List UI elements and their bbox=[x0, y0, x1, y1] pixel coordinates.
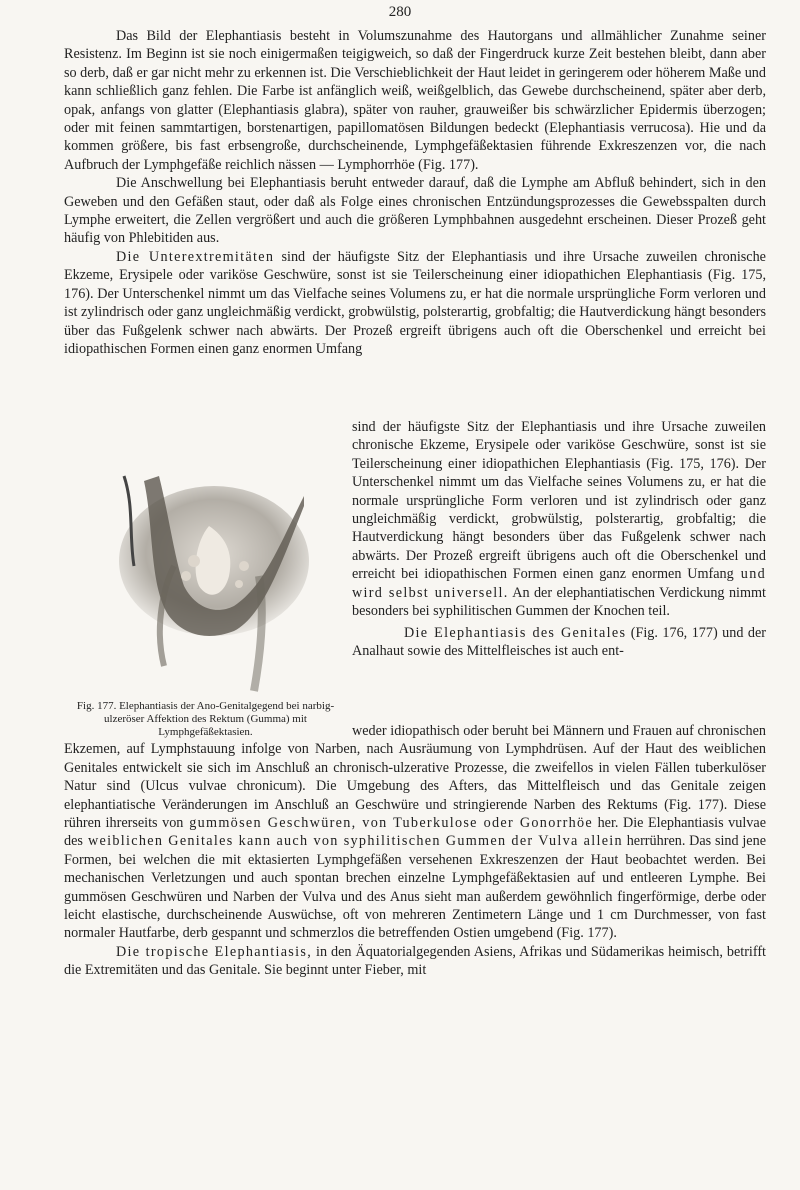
tropical-elephantiasis-text: in den Äquatorialgegenden Asiens, Afrikas und Südamerikas heimisch, betrifft die Extremitäten und das Genitale. Sie beginnt unter Fieber, mit bbox=[64, 943, 766, 979]
figure-caption: Fig. 177. Elephantiasis der Ano-Genitalgegend bei narbig-ulzeröser Affektion des Rektum (Gumma) mit Lymphgefäßektasien. bbox=[76, 700, 335, 738]
paragraph-tropical-elephantiasis bbox=[64, 943, 766, 980]
paragraph-lower-extremities-continuation bbox=[352, 418, 766, 624]
genitales-intro-text: (Fig. 176, 177) und der Analhaut sowie des Mittelfleisches ist auch ent- bbox=[352, 625, 767, 660]
paragraph-lower-extremities-intro bbox=[64, 248, 766, 357]
figure-illustration bbox=[114, 466, 314, 696]
term-elephantiasis-des-genitales: Die Elephantiasis des Genitales bbox=[404, 625, 627, 641]
paragraph-lower-extremities-start: sind der häufigste Sitz der Elephantiasis und ihre Ursache zuweilen chronische Ekzeme, Erysipele oder variköse Geschwüre, sonst ist sie Teilerscheinung einer idiopathichen Elephantiasis (Fig. 175, 176). Der Unterschenkel nimmt um das Vielfache seines Volumens zu, er hat die normale ursprüngliche Form verloren und ist zylindrisch oder ganz ungleichmäßig verdickt, grobwülstig, polsterartig, grobfaltig; die Hautverdickung hängt besonders über das Fußgelenk schwer nach abwärts. Der Prozeß ergreift übrigens auch oft die Oberschenkel und erreicht bei idiopathischen Formen einen ganz enormen Umfang bbox=[64, 248, 766, 357]
text-block-top bbox=[64, 27, 766, 357]
genitales-mid-text: her. Die Elephantiasis vulvae des bbox=[64, 815, 766, 850]
paragraph-swelling-cause: Die Anschwellung bei Elephantiasis beruht entweder darauf, daß die Lymphe am Abfluß behindert, sich in den Geweben und den Gefäßen staut, oder daß als Folge eines chronischen Entzündungsprozesses die Gewebsspalten durch Lymphe erweitert, die Zellen vergrößert und auch die größeren Lymphbahnen ausgedehnt erscheinen. Dieser Prozeß geht häufig von Phlebitiden aus. bbox=[64, 175, 766, 247]
page-number: 280 bbox=[388, 4, 412, 20]
term-tropische-elephantiasis: Die tropische Elephantiasis, bbox=[116, 943, 313, 960]
paragraph-genitales-body bbox=[64, 722, 766, 943]
paragraph-genitales-intro bbox=[352, 624, 766, 661]
term-gummoesen-geschwueren: gummösen Geschwüren, von Tuberkulose oder Gonorrhöe bbox=[183, 815, 594, 832]
paragraph-elephantiasis-description: Das Bild der Elephantiasis besteht in Volumszunahme des Hautorgans und allmählicher Zunahme seiner Resistenz. Im Beginn ist sie noch einigermaßen teigigweich, so daß der Fingerdruck kurze Zeit bestehen bleibt, dann aber so derb, daß er gar nicht mehr zu erkennen ist. Die Verschieblichkeit der Haut leidet in geringerem oder höherem Maße und kann schließlich ganz fehlen. Die Farbe ist anfänglich weiß, weißgelblich, das Gewebe durchscheinend, später aber derb, opak, anfangs von glatter (Elephantiasis glabra), später von rauher, grauweißer bis schwärzlicher Epidermis überzogen; oder mit feinen sammtartigen, borstenartigen, papillomatösen Bildungen bedeckt (Elephantiasis verrucosa). Hie und da kommen größere, bis fast erbsengroße, durchscheinende, Lymphgefäßektasien führende Exkreszenzen vor, die nach Aufbruch der Lymphgefäße reichlich nässen — Lymphorrhöe (Fig. 177). bbox=[64, 28, 766, 173]
term-unterextremitaeten: Die Unterextremitäten bbox=[116, 248, 275, 265]
term-universell: und wird selbst universell. bbox=[352, 566, 766, 601]
figure-177 bbox=[64, 466, 347, 739]
lower-extremities-end: An der elephantiatischen Verdickung nimmt besonders bei syphilitischen Gummen der Knochen teil. bbox=[352, 584, 766, 620]
term-weiblichen-genitales: weiblichen Genitales kann auch von syphilitischen Gummen der Vulva allein bbox=[82, 833, 623, 850]
text-block-wrap-visible bbox=[352, 419, 767, 661]
genitales-rest-text: herrühren. Das sind jene Formen, bei welchen die mit ektasierten Lymphgefäßen versehenen Exkreszenzen der Haut beobachtet werden. Bei mechanischen Verletzungen und auch spontan brechen einzelne Lymphgefäßektasien auf und entleeren Lymphe. Bei gummösen Geschwüren und Narben der Vulva und des Anus sieht man außerdem gewöhnlich fingerförmige, derbe oder leicht elastische, durchscheinende Auswüchse, oft von mehreren Zentimetern Länge und 1 cm Durchmesser, von fast normaler Hautfarbe, derb gespannt und schmerzlos die betreffenden Ostien umgebend (Fig. 177). bbox=[64, 833, 766, 942]
text-block-bottom bbox=[64, 722, 766, 980]
lower-extremities-text: sind der häufigste Sitz der Elephantiasis und ihre Ursache zuweilen chronische Ekzeme, Erysipele oder variköse Geschwüre, sonst ist sie Teilerscheinung einer idiopathichen Elephantiasis (Fig. 175, 176). Der Unterschenkel nimmt um das Vielfache seines Volumens zu, er hat die normale ursprüngliche Form verloren und ist zylindrisch oder ganz ungleichmäßig verdickt, grobwülstig, polsterartig, grobfaltig; die Hautverdickung hängt besonders über das Fußgelenk schwer nach abwärts. Der Prozeß ergreift übrigens auch oft die Oberschenkel und erreicht bei idiopathischen Formen einen ganz enormen Umfang bbox=[352, 419, 766, 583]
genitales-body-text: weder idiopathisch oder beruht bei Männern und Frauen auf chronischen Ekzemen, auf Lymphstauung infolge von Narben, nach Ausräumung von Lymphdrüsen. Auf der Haut des weiblichen Genitales entwickelt sie sich im Anschluß an chronisch-ulzerative Prozesse, die zweifellos in vielen Fällen tuberkulöser Natur sind (Ulcus vulvae chronicum). Die Umgebung des Afters, das Mittelfleisch und das Genitale zeigen elephantiatische Veränderungen im Anschluß an Geschwüre und stringierende Narben des Rektums (Fig. 177). Diese rühren ihrerseits von bbox=[64, 723, 766, 832]
